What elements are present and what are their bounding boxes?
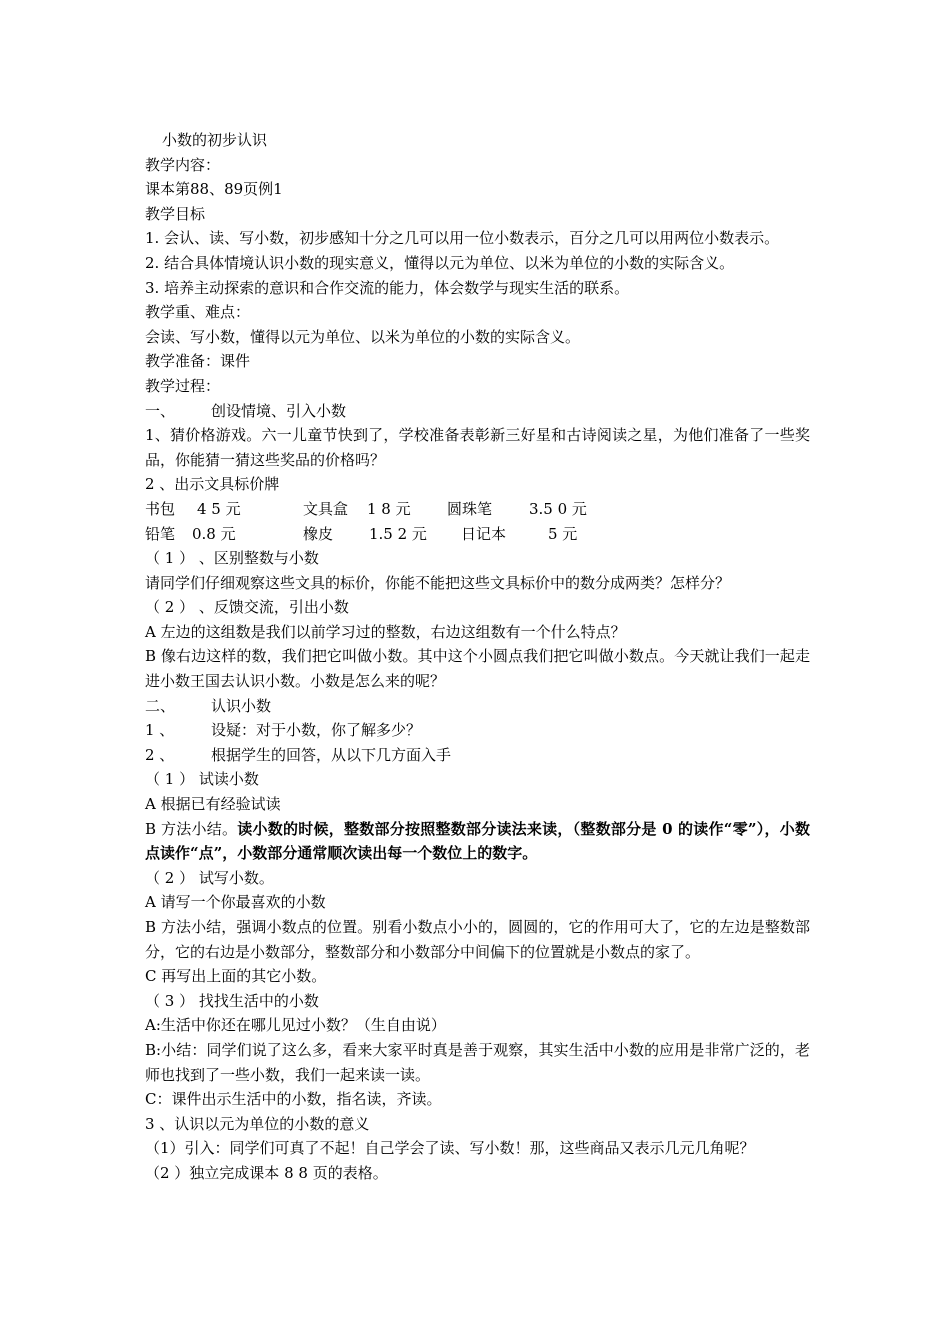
subsection-number: 2 、 bbox=[145, 745, 175, 764]
goal-item: 1. 会认、读、写小数，初步感知十分之几可以用一位小数表示，百分之几可以用两位小数表示。 bbox=[145, 229, 780, 248]
subsection-text: 根据学生的回答，从以下几方面入手 bbox=[211, 745, 452, 764]
paragraph: （2 ）独立完成课本 8 8 页的表格。 bbox=[145, 1163, 388, 1182]
paragraph: 3 、认识以元为单位的小数的意义 bbox=[145, 1114, 370, 1133]
content-line: 课本第88、89页例1 bbox=[145, 180, 283, 199]
summary-prefix: B 方法小结。 bbox=[145, 819, 238, 838]
paragraph: 2 、出示文具标价牌 bbox=[145, 475, 280, 494]
section-title: 创设情境、引入小数 bbox=[211, 401, 347, 420]
reading-rule: 读小数的时候，整数部分按照整数部分读法来读，（整数部分是 0 的读作“零”），小数点读作“点”，小数部分通常顺次读出每一个数位上的数字。 bbox=[145, 819, 810, 863]
paragraph: B:小结：同学们说了这么多，看来大家平时真是善于观察，其实生活中小数的应用是非常广泛的，老师也找到了一些小数，我们一起来读一读。 bbox=[145, 1040, 810, 1084]
paragraph: （ 2 ） 试写小数。 bbox=[145, 868, 274, 887]
content-heading: 教学内容： bbox=[145, 155, 221, 174]
keypoints-text: 会读、写小数，懂得以元为单位、以米为单位的小数的实际含义。 bbox=[145, 327, 581, 346]
subsection-text: 设疑：对于小数，你了解多少？ bbox=[211, 721, 422, 740]
price-item-name: 文具盒 bbox=[303, 499, 349, 518]
process-heading: 教学过程： bbox=[145, 376, 221, 395]
document-title: 小数的初步认识 bbox=[162, 131, 268, 149]
paragraph: 1、猜价格游戏。六一儿童节快到了，学校准备表彰新三好星和古诗阅读之星，为他们准备了一些奖品，你能猜一猜这些奖品的价格吗？ bbox=[145, 426, 810, 469]
section-title: 认识小数 bbox=[211, 696, 272, 715]
section-number: 一、 bbox=[145, 401, 176, 420]
price-item-name: 书包 bbox=[145, 499, 176, 518]
section-number: 二、 bbox=[145, 696, 176, 715]
price-item-value: 1 8 元 bbox=[367, 499, 411, 518]
keypoints-heading: 教学重、难点： bbox=[145, 303, 251, 322]
paragraph: C 再写出上面的其它小数。 bbox=[145, 967, 327, 986]
section-2-heading bbox=[145, 694, 810, 719]
price-item-name: 铅笔 bbox=[145, 524, 176, 543]
subsection bbox=[145, 718, 810, 743]
price-item-value: 1.5 2 元 bbox=[369, 524, 427, 543]
paragraph bbox=[145, 817, 810, 866]
paragraph: （1）引入：同学们可真了不起！自己学会了读、写小数！那，这些商品又表示几元几角呢？ bbox=[145, 1139, 755, 1158]
price-item-value: 0.8 元 bbox=[192, 524, 236, 543]
price-item-value: 3.5 0 元 bbox=[529, 499, 587, 518]
paragraph: （ 2 ） 、反馈交流，引出小数 bbox=[145, 598, 349, 617]
paragraph: （ 1 ） 、区别整数与小数 bbox=[145, 549, 319, 568]
paragraph: （ 3 ） 找找生活中的小数 bbox=[145, 991, 319, 1010]
goals-heading: 教学目标 bbox=[145, 204, 206, 223]
goal-item: 2. 结合具体情境认识小数的现实意义，懂得以元为单位、以米为单位的小数的实际含义。 bbox=[145, 253, 735, 272]
price-row bbox=[145, 522, 810, 547]
paragraph: A 请写一个你最喜欢的小数 bbox=[145, 893, 326, 912]
paragraph: A 左边的这组数是我们以前学习过的整数，右边这组数有一个什么特点？ bbox=[145, 622, 626, 641]
subsection-number: 1 、 bbox=[145, 721, 175, 740]
price-item-name: 日记本 bbox=[461, 524, 507, 543]
price-row bbox=[145, 497, 810, 522]
section-1-heading bbox=[145, 399, 810, 424]
paragraph: B 方法小结，强调小数点的位置。别看小数点小小的，圆圆的，它的作用可大了，它的左边是整数部分，它的右边是小数部分，整数部分和小数部分中间偏下的位置就是小数点的家了。 bbox=[145, 918, 810, 961]
goal-item: 3. 培养主动探索的意识和合作交流的能力，体会数学与现实生活的联系。 bbox=[145, 278, 630, 297]
price-item-name: 橡皮 bbox=[303, 524, 334, 543]
document-body bbox=[145, 128, 810, 1186]
paragraph: B 像右边这样的数，我们把它叫做小数。其中这个小圆点我们把它叫做小数点。今天就让我们一起走进小数王国去认识小数。小数是怎么来的呢？ bbox=[145, 647, 810, 691]
paragraph: 请同学们仔细观察这些文具的标价，你能不能把这些文具标价中的数分成两类？怎样分？ bbox=[145, 573, 731, 592]
paragraph: （ 1 ） 试读小数 bbox=[145, 770, 259, 789]
paragraph: A:生活中你还在哪儿见过小数？（生自由说） bbox=[145, 1016, 446, 1035]
paragraph: C：课件出示生活中的小数，指名读，齐读。 bbox=[145, 1090, 442, 1109]
price-item-value: 5 元 bbox=[548, 524, 578, 543]
prep-line: 教学准备：课件 bbox=[145, 352, 251, 371]
price-item-value: 4 5 元 bbox=[197, 499, 241, 518]
paragraph: A 根据已有经验试读 bbox=[145, 795, 281, 814]
subsection bbox=[145, 743, 810, 768]
price-item-name: 圆珠笔 bbox=[447, 499, 493, 518]
